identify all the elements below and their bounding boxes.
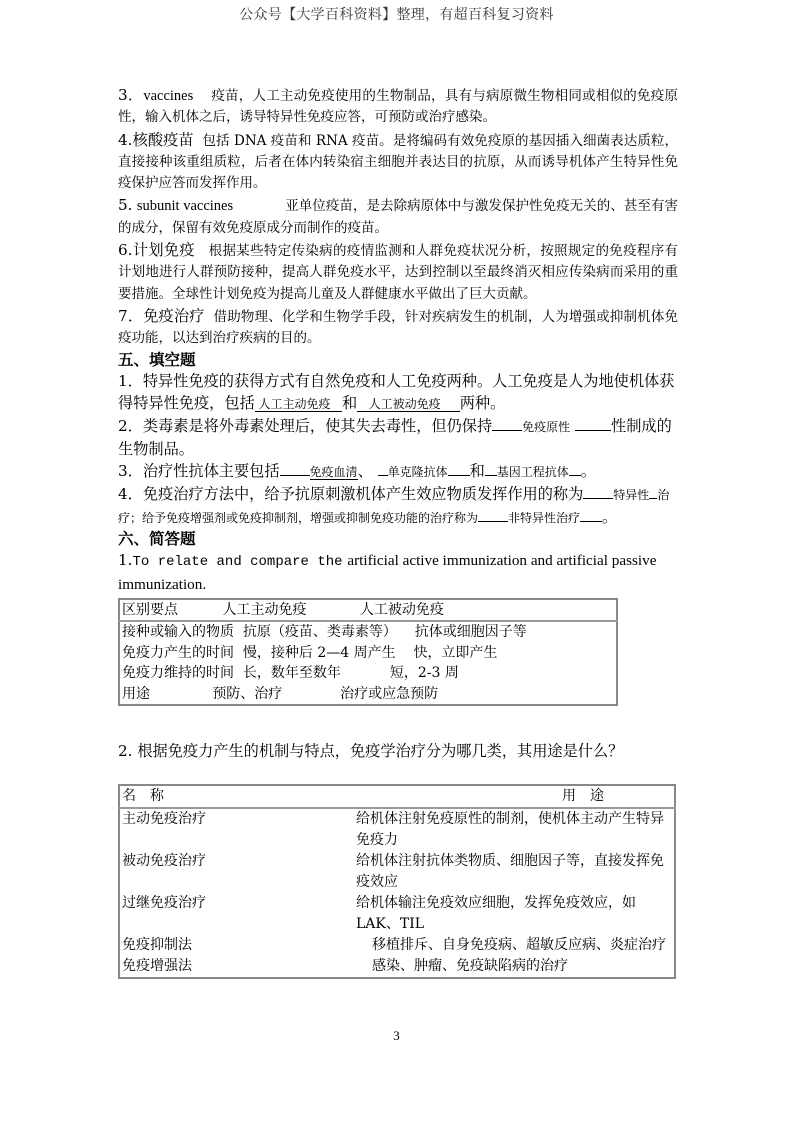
document-body — [118, 84, 678, 979]
answer-blank — [378, 461, 388, 476]
question-text: ；给予免疫增强剂或免疫抑制剂，增强或抑制免疫功能的治疗称为 — [130, 510, 479, 525]
answer-text: 免疫原性 — [522, 419, 571, 434]
definition-5 — [118, 194, 678, 239]
section-title-short-answer: 六、简答题 — [118, 529, 196, 548]
fill-question-4 — [118, 483, 678, 529]
therapy-usage: 移植排斥、自身免疫病、超敏反应病、炎症治疗 — [372, 937, 666, 954]
definition-term: vaccines — [143, 88, 194, 104]
therapy-usage: 感染、肿瘤、免疫缺陷病的治疗 — [372, 958, 568, 975]
cell-value: 抗原（疫苗、类毒素等） — [242, 624, 397, 641]
fill-question-2 — [118, 415, 678, 460]
question-text: 性制成的生物制品。 — [118, 416, 672, 458]
answer-text: 人工被动免疫 — [368, 396, 441, 411]
row-label: 免疫力产生的时间 — [122, 644, 234, 661]
cell-value: 短，2-3 周 — [389, 665, 459, 682]
question-text: 、 — [357, 461, 373, 480]
question-text: 。 — [602, 507, 618, 526]
definition-term: 核酸疫苗 — [132, 130, 194, 149]
table-row — [119, 621, 617, 643]
question-text: 4．免疫治疗方法中，给予抗原刺激机体产生效应物质发挥作用的称为 — [118, 484, 584, 503]
therapy-table — [118, 784, 676, 979]
answer-blank — [485, 461, 497, 476]
cell-value: 治疗或应急预防 — [340, 685, 439, 702]
table-cell — [119, 684, 617, 706]
definition-number: 7． — [118, 306, 144, 325]
table-header-row — [119, 599, 617, 622]
short-question-2: 2. 根据免疫力产生的机制与特点，免疫学治疗分为哪几类，其用途是什么？ — [118, 742, 624, 761]
definition-text: 根据某些特定传染病的疫情监测和人群免疫状况分析，按照规定的免疫程序有计划地进行人群预防接种，提高人群免疫水平，达到控制以至最终消灭相应传染病而采用的重要措施。全球性计划免疫为提高儿童及人群健康水平做出了巨大贡献。 — [118, 243, 679, 302]
table-header-row — [119, 785, 675, 808]
answer-blank — [583, 484, 613, 499]
row-label: 免疫力维持的时间 — [122, 665, 234, 682]
table-row — [119, 663, 617, 684]
answer-blank — [255, 397, 342, 412]
row-label: 接种或输入的物质 — [122, 624, 234, 641]
answer-blank — [448, 461, 470, 476]
fill-question-1 — [118, 370, 678, 415]
header-label: 人工主动免疫 — [222, 601, 307, 618]
cell-value: 预防、治疗 — [212, 685, 283, 702]
definition-text: 包括 DNA 疫苗和 RNA 疫苗。是将编码有效免疫原的基因插入细菌表达质粒，直接接种该重组质粒，后者在体内转染宿主细胞并表达目的抗原，从而诱导机体产生特异性免疫保护应答而发挥作用。 — [118, 132, 678, 192]
row-label: 用途 — [122, 685, 150, 702]
header-label: 区别要点 — [122, 601, 178, 618]
question-text: 2．类毒素是将外毒素处理后，使其失去毒性，但仍保持 — [118, 416, 493, 435]
definition-number: 5. — [118, 196, 133, 215]
table-cell — [119, 663, 617, 684]
cell-value: 抗体或细胞因子等 — [414, 624, 527, 641]
answer-blank — [575, 416, 611, 431]
answer-blank — [280, 461, 310, 476]
answer-text: 人工主动免疫 — [258, 396, 331, 411]
therapy-name: 主动免疫治疗 — [122, 811, 206, 828]
section-title-fill-in: 五、填空题 — [118, 350, 196, 369]
header-name: 名 称 — [119, 785, 354, 808]
therapy-name: 被动免疫治疗 — [122, 853, 206, 870]
answer-text: 特异性 — [613, 487, 650, 502]
page-number: 3 — [393, 1028, 400, 1043]
fill-question-3 — [118, 460, 678, 483]
question-text: 。 — [580, 461, 596, 480]
header-usage: 用 途 — [354, 785, 675, 808]
table-row — [119, 893, 675, 935]
definition-number: 6. — [118, 241, 133, 260]
comparison-table — [118, 598, 618, 707]
table-row — [119, 643, 617, 664]
definition-number: 3． — [118, 86, 144, 104]
question-text: To relate and compare the — [132, 553, 343, 570]
answer-text: 基因工程抗体 — [496, 464, 569, 479]
therapy-usage: 给机体注射免疫原性的制剂，使机体主动产生特异免疫力 — [356, 811, 664, 849]
table-cell — [119, 621, 617, 643]
header-label: 人工被动免疫 — [359, 601, 444, 618]
table-cell — [119, 643, 617, 664]
cell-value: 长，数年至数年 — [242, 665, 341, 682]
therapy-usage: 给机体注射抗体类物质、细胞因子等，直接发挥免疫效应 — [356, 853, 664, 891]
definition-text: 借助物理、化学和生物学手段，针对疾病发生的机制，人为增强或抑制机体免疫功能，以达到治疗疾病的目的。 — [118, 308, 679, 347]
question-text: 两种。 — [459, 393, 506, 412]
definition-term: 免疫治疗 — [143, 306, 205, 325]
answer-text: 治疗 — [118, 487, 670, 525]
table-row — [119, 935, 675, 956]
cell-value: 慢，接种后 2—4 周产生 — [242, 644, 396, 661]
definition-text: 疫苗，人工主动免疫使用的生物制品，具有与病原微生物相同或相似的免疫原性，输入机体之后，诱导特异性免疫应答，可预防或治疗感染。 — [118, 88, 678, 126]
table-row — [119, 956, 675, 978]
answer-blank — [580, 507, 602, 522]
answer-blank — [569, 461, 581, 476]
question-text: 3．治疗性抗体主要包括 — [118, 461, 280, 480]
therapy-name: 过继免疫治疗 — [122, 895, 206, 912]
definition-3 — [118, 84, 678, 129]
question-text: 1．特异性免疫的获得方式有自然免疫和人工免疫两种。人工免疫是人为地使机体获得特异性免疫，包括 — [118, 371, 675, 412]
therapy-usage: 给机体输注免疫效应细胞，发挥免疫效应，如 LAK、TIL — [356, 895, 636, 933]
definition-7 — [118, 305, 678, 350]
answer-blank — [357, 397, 460, 412]
page-header: 公众号【大学百科资料】整理，有超百科复习资料 — [239, 7, 554, 23]
table-header-cell — [119, 599, 617, 622]
definition-term: subunit vaccines — [136, 198, 234, 215]
answer-blank — [492, 416, 522, 431]
answer-blank — [478, 507, 508, 522]
table-row — [119, 851, 675, 893]
answer-text: 单克隆抗体 — [387, 464, 448, 479]
cell-value: 快，立即产生 — [413, 644, 498, 661]
definition-term: 计划免疫 — [132, 241, 195, 260]
short-question-1 — [118, 549, 678, 596]
therapy-name: 免疫抑制法 — [122, 937, 192, 954]
table-row — [119, 684, 617, 706]
therapy-name: 免疫增强法 — [122, 958, 192, 975]
table-row — [119, 808, 675, 851]
answer-text: 免疫血清 — [309, 464, 358, 479]
definition-number: 4. — [118, 130, 133, 149]
definition-6 — [118, 239, 678, 305]
definition-text: 亚单位疫苗，是去除病原体中与激发保护性免疫无关的、甚至有害的成分，保留有效免疫原成分而制作的疫苗。 — [118, 198, 679, 236]
definition-4 — [118, 129, 678, 195]
answer-text: 非特异性治疗 — [508, 510, 581, 525]
question-text: 和 — [341, 393, 358, 412]
question-text: 和 — [469, 461, 485, 480]
question-number: 1. — [118, 550, 133, 569]
question-text: artificial active immunization and artificial passive immunization. — [118, 551, 657, 593]
